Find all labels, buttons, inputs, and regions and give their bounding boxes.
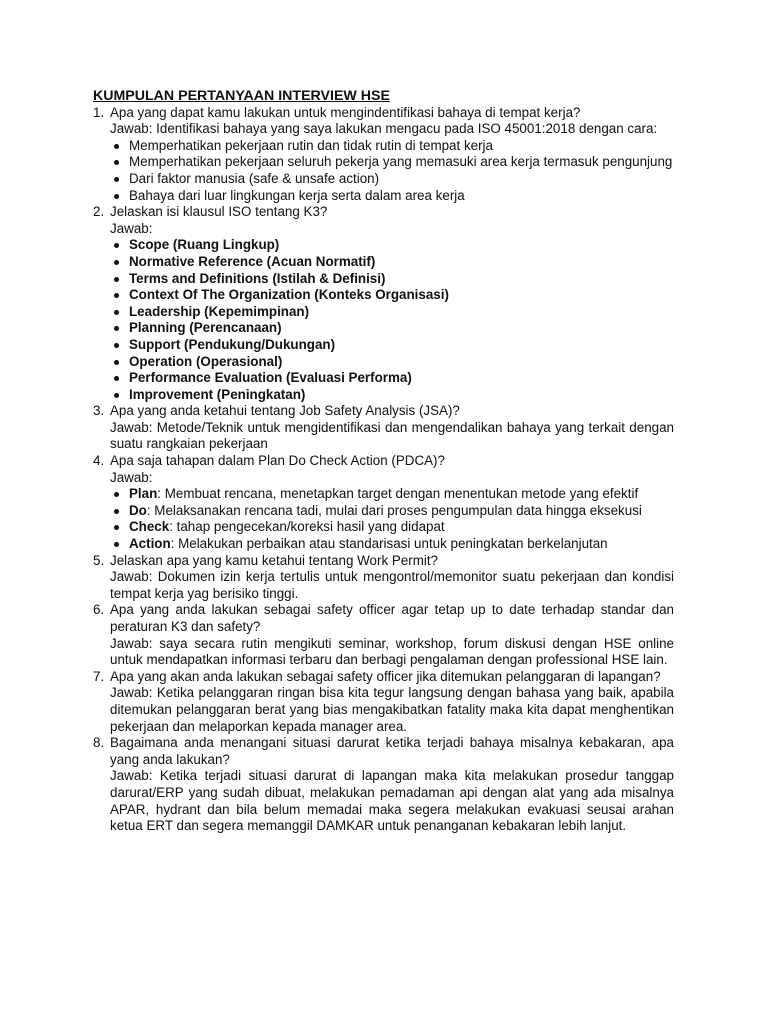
question-text: Bagaimana anda menangani situasi darurat ketika terjadi bahaya misalnya kebakaran, apa yang anda lakukan? (110, 735, 674, 767)
question-text: Apa yang anda lakukan sebagai safety officer agar tetap up to date terhadap standar dan peraturan K3 dan safety? (110, 602, 674, 634)
pdca-term: Plan (129, 486, 158, 502)
answer-text: Jawab: Ketika terjadi situasi darurat di lapangan maka kita melakukan prosedur tanggap darurat/ERP yang sudah dibuat, melakukan pemadaman api dengan alat yang ada misalnya APAR, hydrant dan bila belum memadai maka segera melakukan evakuasi seusai arahan ketua ERT dan segera memanggil DAMKAR untuk penanganan kebakaran lebih lanjut. (110, 768, 674, 834)
question-item (93, 204, 674, 403)
pdca-item-do (110, 503, 674, 520)
question-text: Apa saja tahapan dalam Plan Do Check Action (PDCA)? (110, 453, 445, 469)
list-item: Planning (Perencanaan) (110, 320, 674, 337)
pdca-desc: : tahap pengecekan/koreksi hasil yang didapat (169, 519, 445, 535)
answer-text: Jawab: Ketika pelanggaran ringan bisa kita tegur langsung dengan bahasa yang baik, apabila ditemukan pelanggaran berat yang bias mengakibatkan fatality maka kita dapat menghentikan pekerjaan dan melaporkan kepada manager area. (110, 685, 674, 734)
document-body (93, 88, 674, 835)
list-item: Scope (Ruang Lingkup) (110, 237, 674, 254)
question-text: Apa yang dapat kamu lakukan untuk mengindentifikasi bahaya di tempat kerja? (110, 104, 581, 120)
list-item: Support (Pendukung/Dukungan) (110, 337, 674, 354)
bullet-list (110, 138, 674, 204)
question-item (93, 403, 674, 453)
bullet-list (110, 237, 674, 403)
question-text: Apa yang anda ketahui tentang Job Safety Analysis (JSA)? (110, 403, 460, 419)
answer-text: Jawab: saya secara rutin mengikuti seminar, workshop, forum diskusi dengan HSE online untuk mendapatkan informasi terbaru dan berbagi pengalaman dengan professional HSE lain. (110, 635, 674, 668)
list-item: Dari faktor manusia (safe & unsafe action) (110, 171, 674, 188)
list-item: Normative Reference (Acuan Normatif) (110, 254, 674, 271)
pdca-term: Do (129, 502, 147, 518)
question-item (93, 735, 674, 835)
pdca-item-check (110, 519, 674, 536)
list-item: Terms and Definitions (Istilah & Definisi) (110, 271, 674, 288)
pdca-desc: : Melakukan perbaikan atau standarisasi untuk peningkatan berkelanjutan (170, 536, 608, 552)
question-number: 1. (93, 104, 105, 120)
pdca-desc: : Melaksanakan rencana tadi, mulai dari proses pengumpulan data hingga eksekusi (146, 502, 642, 518)
document-title: KUMPULAN PERTANYAAN INTERVIEW HSE (93, 88, 390, 104)
question-text: Jelaskan isi klausul ISO tentang K3? (110, 204, 328, 220)
question-item (93, 105, 674, 205)
question-number: 2. (93, 204, 105, 220)
pdca-term: Action (129, 536, 171, 552)
question-item (93, 669, 674, 735)
question-number: 4. (93, 453, 105, 469)
pdca-term: Check (129, 519, 170, 535)
answer-text: Jawab: Identifikasi bahaya yang saya lakukan mengacu pada ISO 45001:2018 dengan cara: (110, 121, 658, 137)
list-item: Improvement (Peningkatan) (110, 387, 674, 404)
question-item (93, 553, 674, 603)
list-item: Performance Evaluation (Evaluasi Performa) (110, 370, 674, 387)
answer-text: Jawab: Dokumen izin kerja tertulis untuk mengontrol/memonitor suatu pekerjaan dan kondisi tempat kerja yag berisiko tinggi. (110, 569, 674, 601)
question-text: Jelaskan apa yang kamu ketahui tentang Work Permit? (110, 552, 439, 568)
list-item: Memperhatikan pekerjaan rutin dan tidak rutin di tempat kerja (110, 138, 674, 155)
question-number: 7. (93, 668, 105, 684)
list-item: Operation (Operasional) (110, 354, 674, 371)
question-number: 3. (93, 403, 105, 419)
pdca-item-plan (110, 486, 674, 503)
question-number: 6. (93, 602, 105, 618)
question-number: 8. (93, 735, 105, 751)
list-item: Bahaya dari luar lingkungan kerja serta dalam area kerja (110, 188, 674, 205)
list-item: Context Of The Organization (Konteks Organisasi) (110, 287, 674, 304)
question-number: 5. (93, 552, 105, 568)
list-item: Memperhatikan pekerjaan seluruh pekerja yang memasuki area kerja termasuk pengunjung (110, 154, 674, 171)
question-item (93, 602, 674, 668)
question-text: Apa yang akan anda lakukan sebagai safety officer jika ditemukan pelanggaran di lapangan? (110, 668, 661, 684)
list-item: Leadership (Kepemimpinan) (110, 304, 674, 321)
answer-text: Jawab: Metode/Teknik untuk mengidentifikasi dan mengendalikan bahaya yang terkait dengan suatu rangkaian pekerjaan (110, 419, 674, 452)
pdca-item-action (110, 536, 674, 553)
answer-text: Jawab: (110, 220, 153, 236)
answer-text: Jawab: (110, 469, 153, 485)
pdca-list (110, 486, 674, 552)
question-item (93, 453, 674, 553)
pdca-desc: : Membuat rencana, menetapkan target dengan menentukan metode yang efektif (157, 486, 639, 502)
